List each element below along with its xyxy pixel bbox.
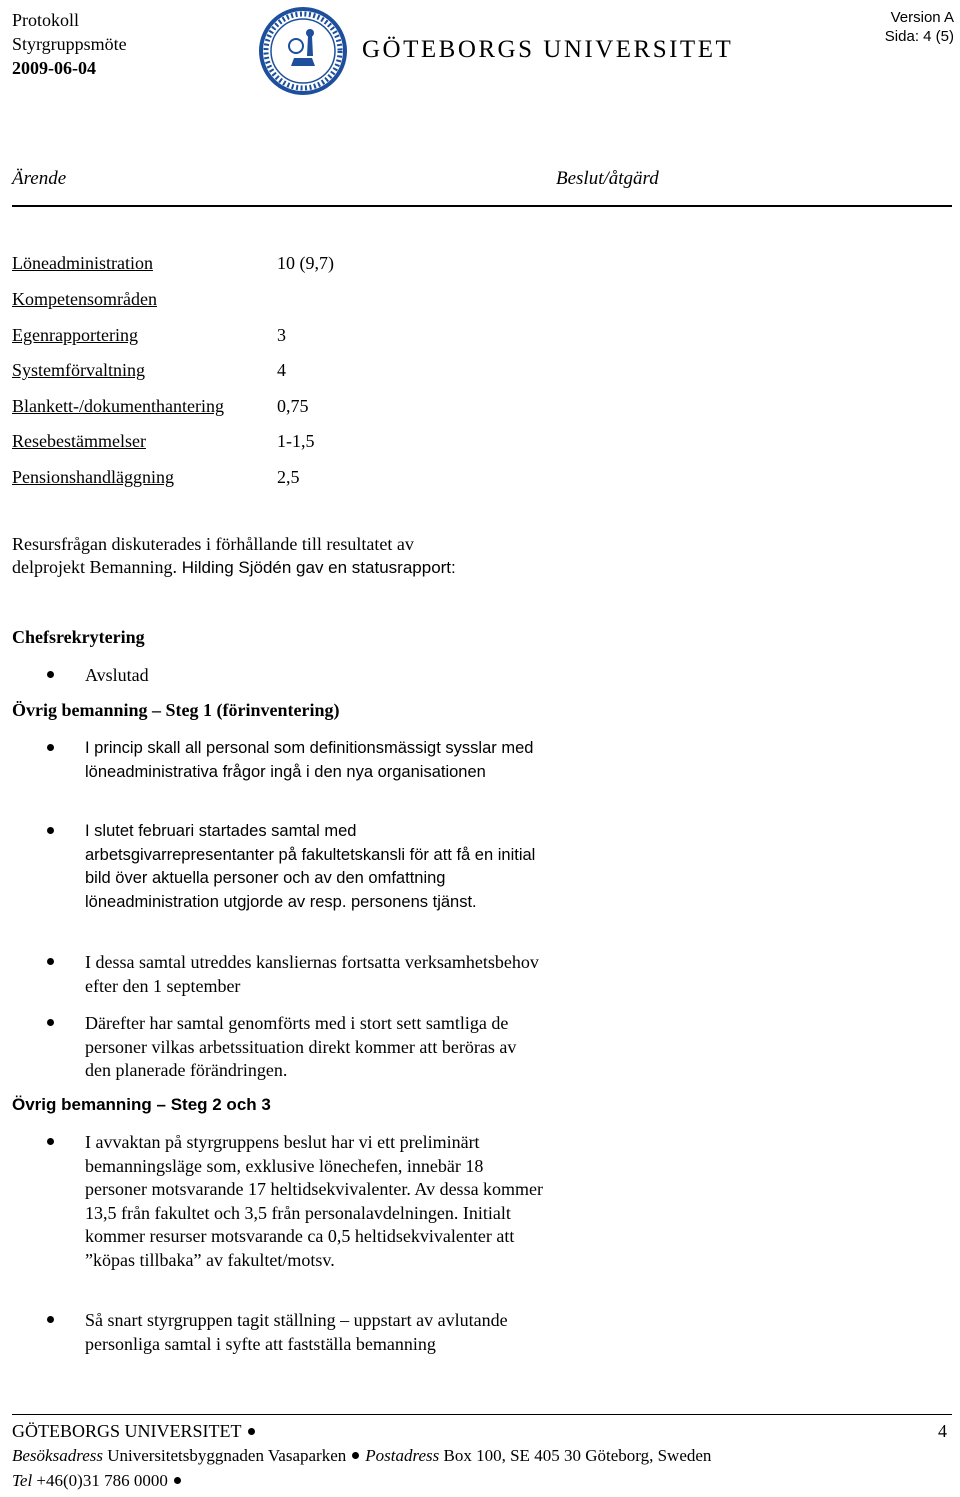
resource-name: Kompetensområden [12,289,157,309]
visit-label: Besöksadress [12,1446,103,1465]
intro-status-text: Hilding Sjödén gav en statusrapport: [176,558,456,577]
resource-value: 4 [277,360,286,380]
resource-name: Resebestämmelser [12,431,146,451]
header-meta [12,8,127,80]
resource-value: 2,5 [277,467,300,487]
tel-number: +46(0)31 786 0000 [36,1471,168,1490]
bullet-text: I slutet februari startades samtal med arbetsgivarrepresentanter på fakultetskansli för att få en initial bild över aktuella personer och av den omfattning löneadministration utgjorde av resp. personens tjänst. [85,822,536,911]
footer-university: GÖTEBORGS UNIVERSITET [12,1421,242,1441]
bullet-icon [47,744,54,751]
post-label: Postadress [365,1446,440,1465]
resource-value: 10 (9,7) [277,253,334,273]
resource-name: Egenrapportering [12,325,138,345]
bullet-icon [174,1477,181,1484]
university-title: GÖTEBORGS UNIVERSITET [362,36,734,63]
bullet-icon [47,671,54,678]
post-address: Box 100, SE 405 30 Göteborg, Sweden [443,1446,712,1465]
column-head-arende: Ärende [12,168,67,189]
column-head-beslut: Beslut/åtgärd [556,168,659,189]
header-divider [12,205,952,207]
section-heading-steg1: Övrig bemanning – Steg 1 (förinventering) [12,700,340,720]
tel-label: Tel [12,1471,33,1490]
footer-phone-line [12,1471,187,1491]
section-heading-steg2-3: Övrig bemanning – Steg 2 och 3 [12,1095,271,1114]
intro-paragraph [12,533,612,579]
resource-name: Pensionshandläggning [12,467,174,487]
resource-value: 0,75 [277,396,309,416]
visit-address: Universitetsbyggnaden Vasaparken [107,1446,347,1465]
resource-value: 3 [277,325,286,345]
footer-address-line [12,1446,711,1466]
footer-page-number: 4 [938,1421,947,1441]
bullet-icon [47,1316,54,1323]
meeting-date: 2009-06-04 [12,58,96,78]
bullet-text: Därefter har samtal genomförts med i stort sett samtliga de personer vilkas arbetssituation direkt kommer att beröras av den planerade förändringen. [85,1013,517,1080]
resource-name: Löneadministration [12,253,153,273]
resource-value: 1-1,5 [277,431,315,451]
bullet-icon [47,958,54,965]
footer-divider [12,1414,952,1415]
page-indicator: Sida: 4 (5) [884,28,954,45]
bullet-icon [248,1428,255,1435]
resource-name: Systemförvaltning [12,360,145,380]
intro-line-1: Resursfrågan diskuterades i förhållande till resultatet av [12,534,414,554]
bullet-text: I dessa samtal utreddes kansliernas fortsatta verksamhetsbehov efter den 1 september [85,952,539,996]
resource-name: Blankett-/dokumenthantering [12,396,224,416]
bullet-icon [352,1452,359,1459]
bullet-icon [47,827,54,834]
bullet-text: Så snart styrgruppen tagit ställning – uppstart av avlutande personliga samtal i syfte att fastställa bemanning [85,1310,508,1354]
bullet-icon [47,1138,54,1145]
footer-university-line [12,1421,261,1442]
section-heading-chefsrekrytering: Chefsrekrytering [12,627,145,647]
intro-line-2: delprojekt Bemanning. [12,557,177,577]
header-version-block [885,8,954,46]
bullet-text: I princip skall all personal som definitionsmässigt sysslar med löneadministrativa frågor ingå i den nya organisationen [85,739,534,781]
bullet-icon [47,1019,54,1026]
university-seal-icon [258,6,348,96]
version-label: Version A [890,9,954,26]
meeting-name: Styrgruppsmöte [12,34,127,54]
bullet-text: I avvaktan på styrgruppens beslut har vi ett preliminärt bemanningsläge som, exklusive lönechefen, innebär 18 personer motsvarande 17 heltidsekvivalenter. Av dessa kommer 13,5 från fakultet och 3,5 från personalavdelningen. Initialt kommer resurser motsvarande ca 0,5 heltidsekvivalenter att ”köpas tillbaka” av fakultet/motsv. [85,1132,544,1270]
doc-type: Protokoll [12,10,80,30]
bullet-text: Avslutad [85,665,149,685]
